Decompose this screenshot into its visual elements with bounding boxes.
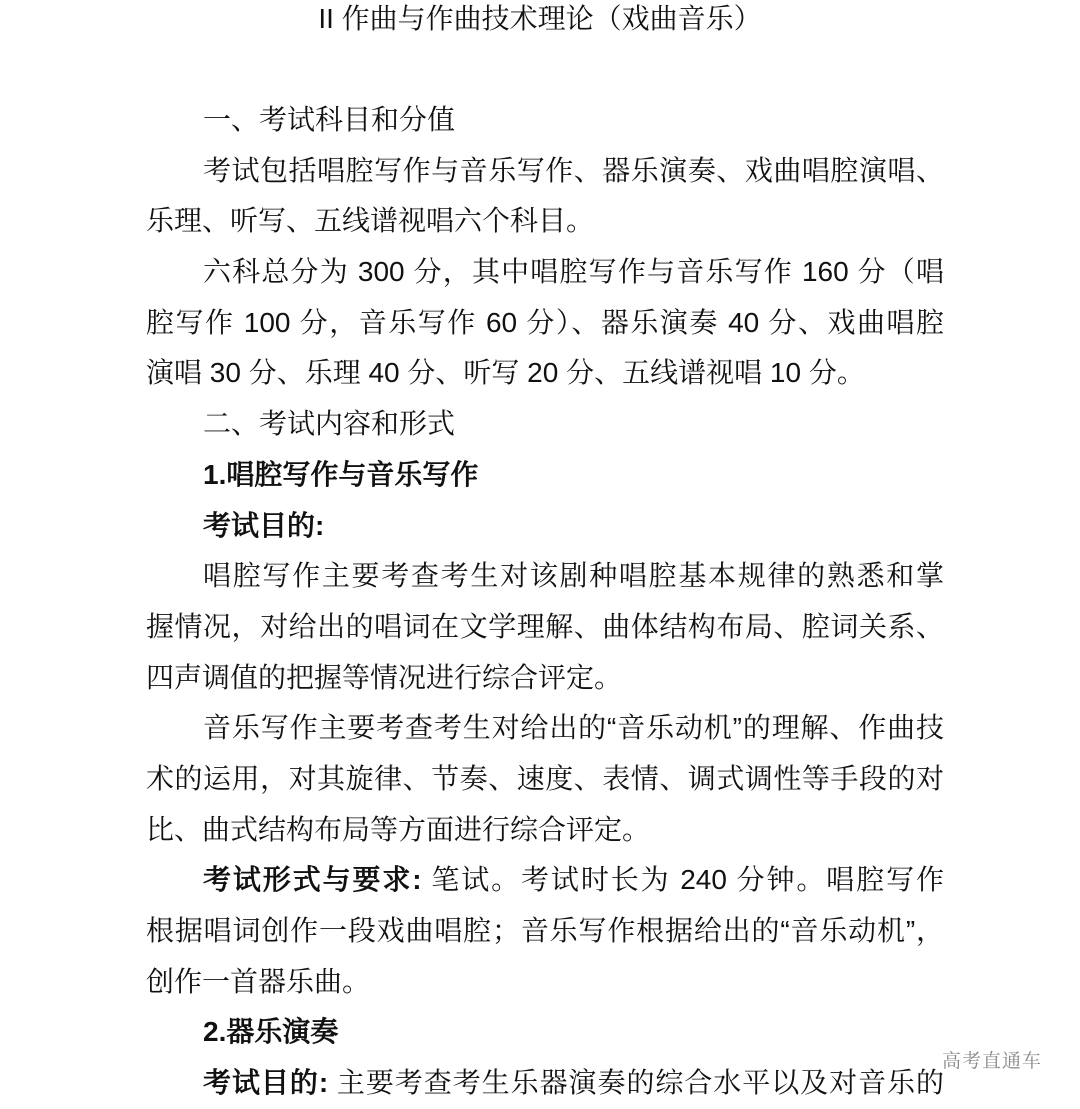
paragraph-line: 四声调值的把握等情况进行综合评定。 xyxy=(146,661,623,693)
subsection-heading: 1.唱腔写作与音乐写作 xyxy=(203,458,479,490)
paragraph-line: 唱腔写作主要考查考生对该剧种唱腔基本规律的熟悉和掌 xyxy=(203,560,944,592)
document-body xyxy=(146,95,944,1109)
section-heading-2: 二、考试内容和形式 xyxy=(203,408,456,440)
paragraph-line: 握情况，对给出的唱词在文学理解、曲体结构布局、腔词关系、 xyxy=(146,610,944,642)
exam-purpose-text: 主要考查考生乐器演奏的综合水平以及对音乐的 xyxy=(336,1067,944,1099)
document-title: II 作曲与作曲技术理论（戏曲音乐） xyxy=(318,3,762,34)
section-heading-1: 一、考试科目和分值 xyxy=(203,104,456,135)
exam-format-label: 考试形式与要求: xyxy=(203,864,422,896)
paragraph-line xyxy=(146,855,944,906)
paragraph-line: 音乐写作主要考查考生对给出的“音乐动机”的理解、作曲技 xyxy=(203,712,944,744)
paragraph-line: 乐理、听写、五线谱视唱六个科目。 xyxy=(146,205,595,237)
paragraph-line: 腔写作 100 分，音乐写作 60 分）、器乐演奏 40 分、戏曲唱腔 xyxy=(146,306,944,338)
paragraph-line: 术的运用，对其旋律、节奏、速度、表情、调式调性等手段的对 xyxy=(146,762,944,794)
paragraph-line xyxy=(146,1058,944,1109)
exam-format-text: 笔试。考试时长为 240 分钟。唱腔写作 xyxy=(431,864,945,896)
exam-purpose-label: 考试目的: xyxy=(203,509,325,541)
paragraph-line: 比、曲式结构布局等方面进行综合评定。 xyxy=(146,813,651,845)
paragraph-line: 创作一首器乐曲。 xyxy=(146,965,371,997)
paragraph-line: 六科总分为 300 分，其中唱腔写作与音乐写作 160 分（唱 xyxy=(203,256,944,288)
paragraph-line: 演唱 30 分、乐理 40 分、听写 20 分、五线谱视唱 10 分。 xyxy=(146,357,865,389)
watermark: 高考直通车 xyxy=(942,1051,1043,1072)
exam-purpose-label: 考试目的: xyxy=(203,1067,329,1099)
subsection-heading: 2.器乐演奏 xyxy=(203,1016,339,1048)
paragraph-line: 考试包括唱腔写作与音乐写作、器乐演奏、戏曲唱腔演唱、 xyxy=(203,154,944,186)
paragraph-line: 根据唱词创作一段戏曲唱腔；音乐写作根据给出的“音乐动机”， xyxy=(146,915,944,946)
